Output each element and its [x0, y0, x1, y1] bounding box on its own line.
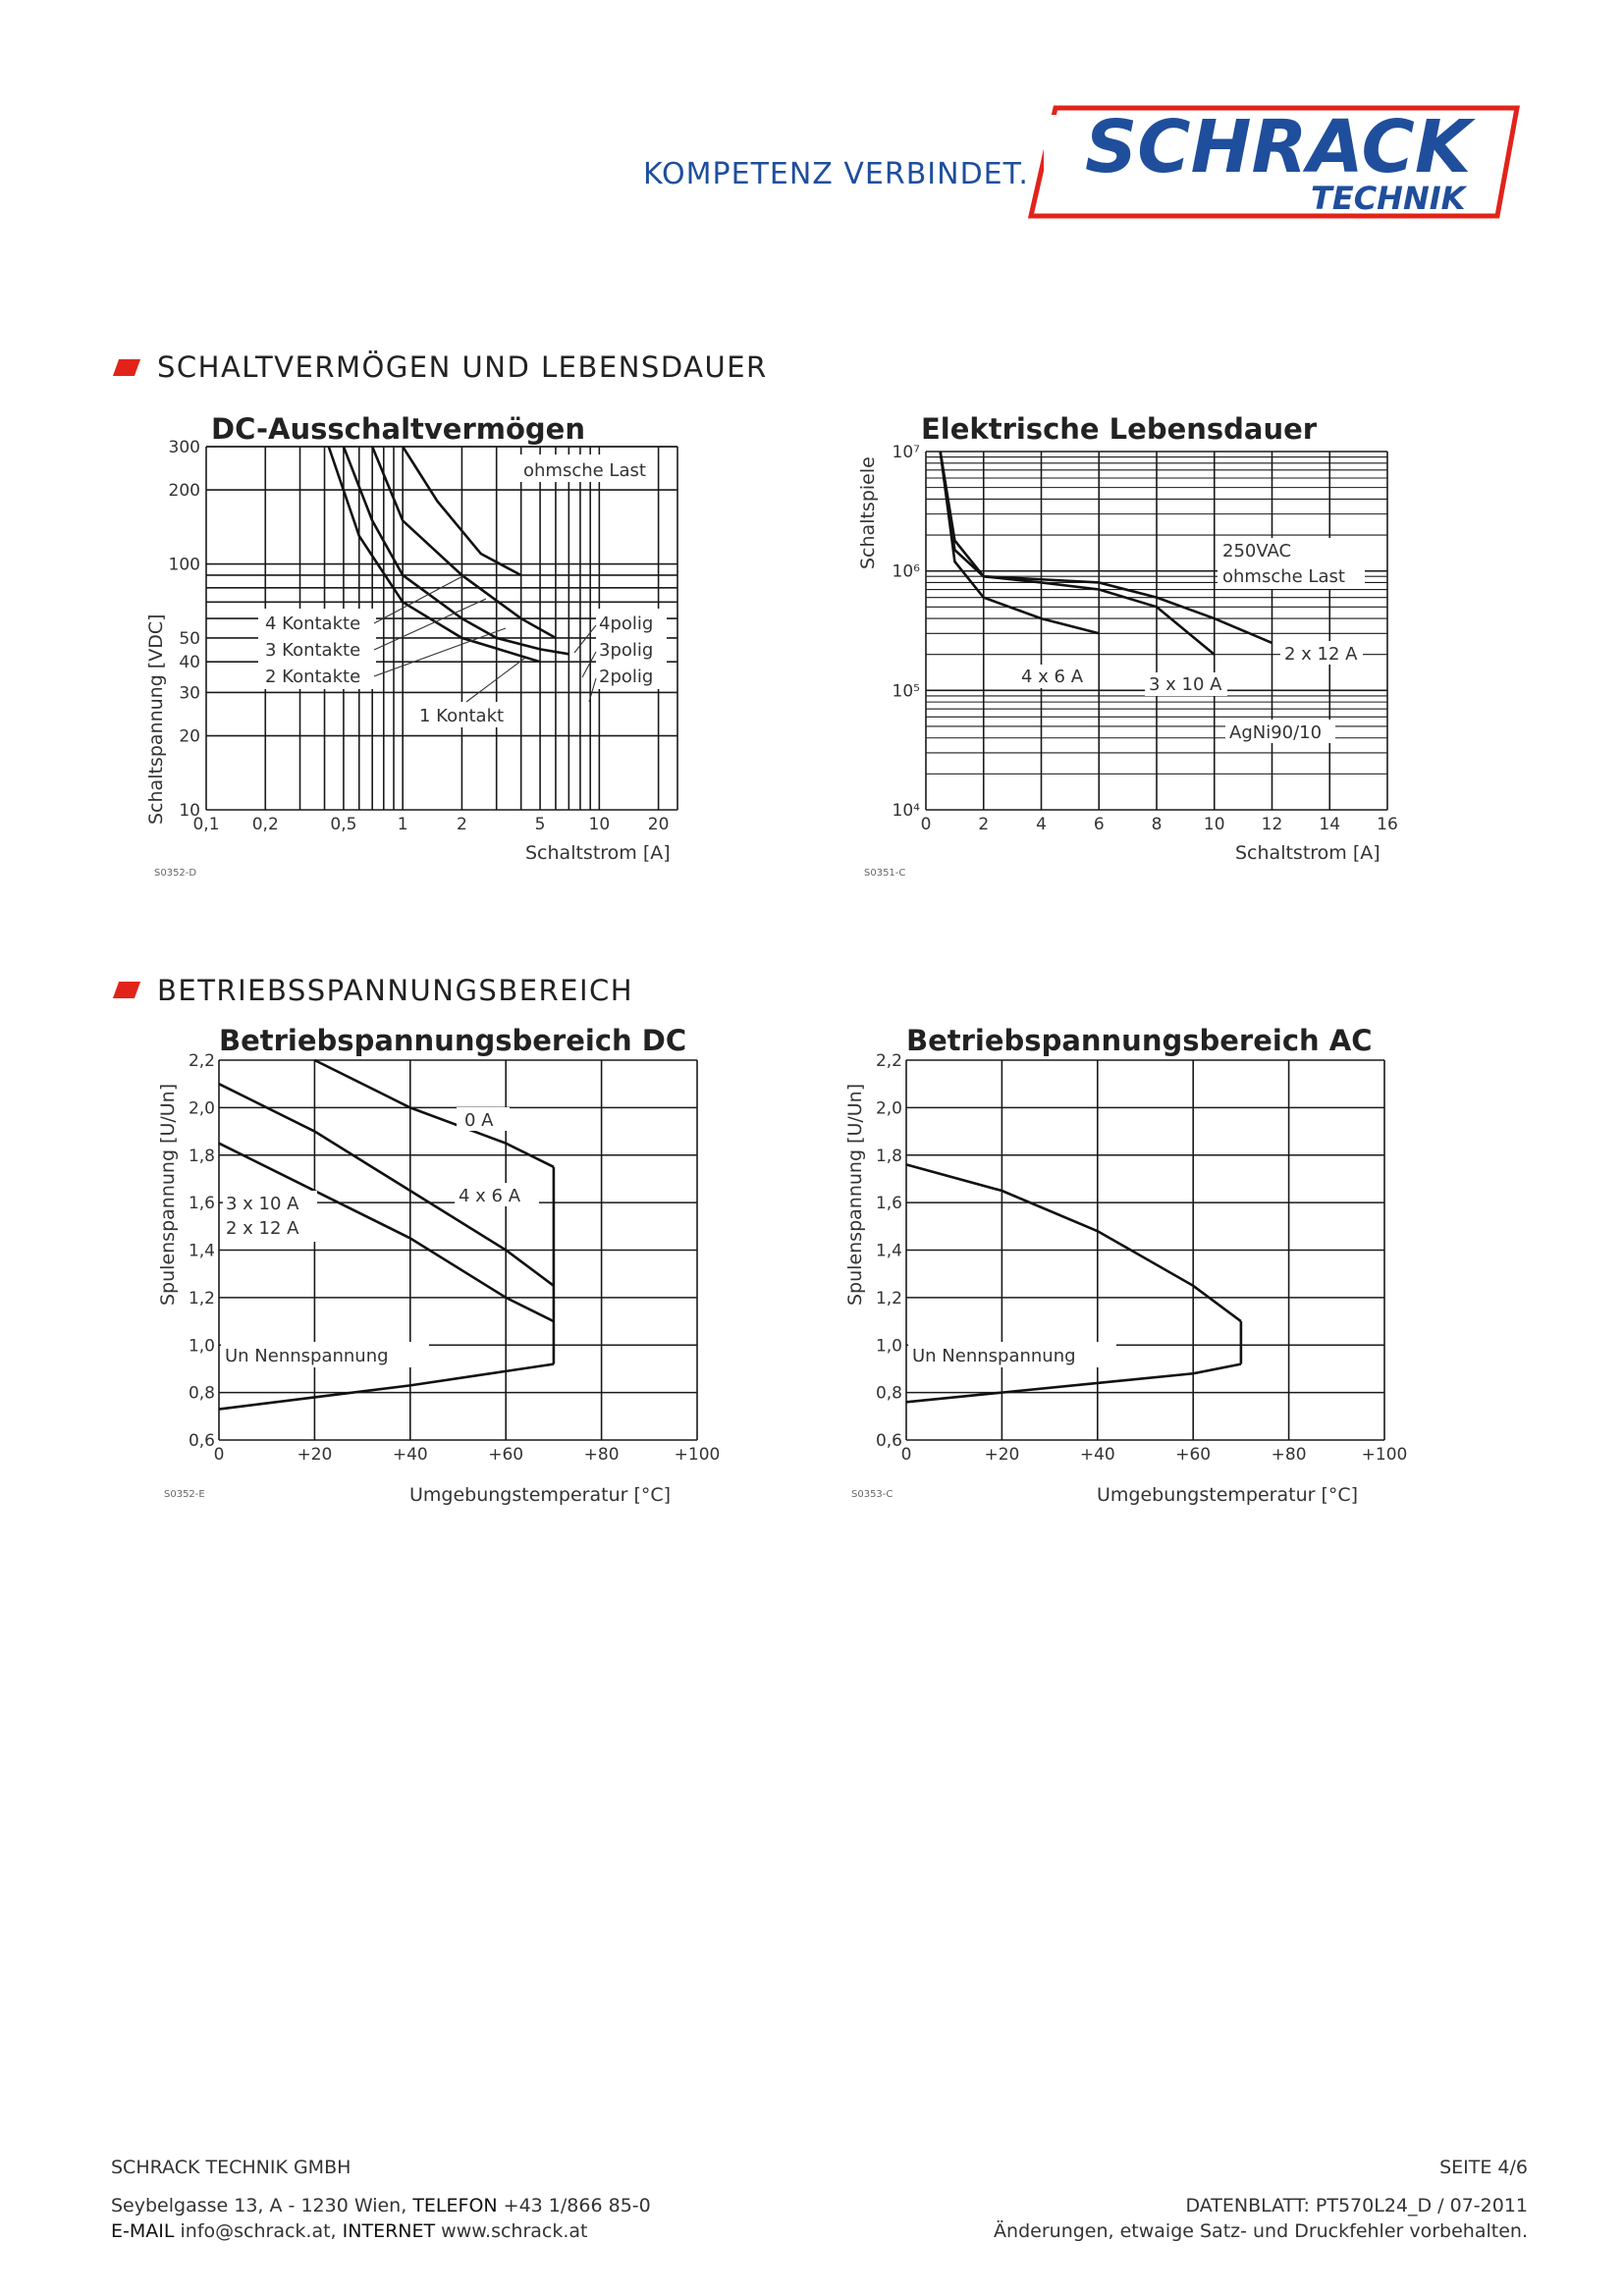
- annotation-3-pole: 3polig: [599, 640, 654, 661]
- x-tick-label: 0: [920, 815, 932, 834]
- schrack-logo: [1026, 103, 1542, 221]
- logo-word-2: TECHNIK: [1311, 180, 1466, 217]
- x-axis-label: Schaltstrom [A]: [1235, 842, 1380, 864]
- footer-company: SCHRACK TECHNIK GMBH: [111, 2157, 352, 2178]
- y-tick-label: 1,0: [188, 1336, 215, 1357]
- annotation-2-pole: 2polig: [599, 667, 654, 687]
- annotation-4x6a: 4 x 6 A: [459, 1186, 521, 1206]
- annotation-1-contact: 1 Kontakt: [419, 706, 505, 726]
- x-tick-label: 4: [1036, 815, 1047, 834]
- series-line: [906, 1364, 1241, 1403]
- x-tick-label: 5: [534, 815, 546, 834]
- annotation-4-pole: 4polig: [599, 614, 654, 634]
- annotation-2x12a: 2 x 12 A: [226, 1218, 299, 1239]
- x-tick-label: 10: [1203, 815, 1225, 834]
- y-axis-label: Schaltspiele: [857, 456, 879, 569]
- x-tick-label: +20: [984, 1445, 1020, 1465]
- footer-contact-line: [111, 2220, 588, 2242]
- y-tick-label: 0,6: [875, 1431, 902, 1451]
- chart-title: DC-Ausschaltvermögen: [211, 412, 585, 446]
- annotation-nominal: Un Nennspannung: [225, 1346, 389, 1366]
- annotation-material: AgNi90/10: [1229, 722, 1323, 743]
- y-tick-label: 1,2: [188, 1288, 215, 1308]
- y-tick-label: 10⁷: [892, 443, 920, 462]
- annotation-2-contacts: 2 Kontakte: [265, 667, 361, 687]
- x-tick-label: 8: [1151, 815, 1163, 834]
- y-tick-label: 1,6: [875, 1194, 902, 1214]
- x-axis-label: Umgebungstemperatur [°C]: [1097, 1484, 1359, 1506]
- footer-disclaimer: Änderungen, etwaige Satz- und Druckfehler vorbehalten.: [994, 2220, 1528, 2242]
- x-tick-label: +40: [392, 1445, 428, 1465]
- annotation-0a: 0 A: [464, 1110, 494, 1131]
- annotation-2x12a: 2 x 12 A: [1284, 644, 1358, 665]
- footer-web-label: INTERNET: [342, 2220, 436, 2242]
- y-tick-label: 200: [168, 481, 200, 502]
- annotation-voltage: 250VAC: [1222, 541, 1292, 561]
- chart-title: Elektrische Lebensdauer: [921, 412, 1318, 446]
- y-tick-label: 1,8: [875, 1146, 902, 1166]
- section-title: SCHALTVERMÖGEN UND LEBENSDAUER: [157, 350, 768, 384]
- footer-address-line: [111, 2195, 651, 2216]
- y-tick-label: 300: [168, 438, 200, 457]
- y-axis-label: Spulenspannung [U/Un]: [157, 1083, 179, 1306]
- chart-code: S0353-C: [851, 1489, 893, 1500]
- y-tick-label: 0,6: [188, 1431, 215, 1451]
- y-tick-label: 1,0: [875, 1336, 902, 1357]
- x-tick-label: 10: [588, 815, 611, 834]
- x-tick-label: +60: [1175, 1445, 1212, 1465]
- x-tick-label: 6: [1093, 815, 1105, 834]
- x-tick-label: 2: [457, 815, 467, 834]
- footer-address: Seybelgasse 13, A - 1230 Wien,: [111, 2195, 407, 2216]
- footer-mail-label: E-MAIL: [111, 2220, 175, 2242]
- x-tick-label: 2: [978, 815, 990, 834]
- x-tick-label: 0,1: [192, 815, 220, 834]
- series-line: [941, 452, 1215, 655]
- x-tick-label: 14: [1319, 815, 1341, 834]
- x-tick-label: +80: [1271, 1445, 1307, 1465]
- y-tick-label: 2,0: [188, 1098, 215, 1119]
- y-tick-label: 20: [179, 726, 200, 747]
- chart-code: S0351-C: [864, 868, 906, 879]
- chart-life: [852, 407, 1422, 879]
- y-tick-label: 10⁴: [892, 801, 920, 821]
- annotation-nominal: Un Nennspannung: [912, 1346, 1076, 1366]
- footer-tel: +43 1/866 85-0: [503, 2195, 651, 2216]
- annotation-3x10a: 3 x 10 A: [226, 1194, 299, 1214]
- x-axis-label: Umgebungstemperatur [°C]: [409, 1484, 672, 1506]
- footer-mail-link[interactable]: info@schrack.at,: [180, 2220, 337, 2242]
- series-line: [219, 1364, 554, 1410]
- y-tick-label: 1,8: [188, 1146, 215, 1166]
- chart-code: S0352-E: [164, 1489, 205, 1500]
- x-tick-label: +100: [1361, 1445, 1408, 1465]
- section-bullet-icon: [113, 982, 140, 998]
- y-tick-label: 40: [179, 653, 200, 673]
- y-tick-label: 0,8: [875, 1383, 902, 1404]
- x-tick-label: 1: [397, 815, 408, 834]
- section-title: BETRIEBSSPANNUNGSBEREICH: [157, 974, 634, 1007]
- series-line: [941, 452, 1100, 633]
- chart-operating-ac: [839, 1016, 1408, 1507]
- slogan: KOMPETENZ VERBINDET.: [643, 157, 1029, 191]
- x-tick-label: 0,2: [251, 815, 279, 834]
- y-tick-label: 10⁶: [892, 561, 920, 582]
- annotation-load: ohmsche Last: [1222, 566, 1345, 587]
- y-tick-label: 100: [168, 555, 200, 575]
- y-tick-label: 1,4: [188, 1241, 215, 1261]
- y-tick-label: 1,4: [875, 1241, 902, 1261]
- annotation-3-contacts: 3 Kontakte: [265, 640, 361, 661]
- x-tick-label: 16: [1377, 815, 1398, 834]
- annotation-4-contacts: 4 Kontakte: [265, 614, 361, 634]
- y-tick-label: 10⁵: [892, 681, 920, 702]
- footer-datasheet: DATENBLATT: PT570L24_D / 07-2011: [1185, 2195, 1528, 2216]
- section-bullet-icon: [113, 359, 140, 376]
- y-tick-label: 10: [179, 801, 200, 821]
- logo-word-1: SCHRACK: [1085, 105, 1472, 189]
- x-tick-label: 0: [213, 1445, 225, 1465]
- series-line: [314, 1060, 554, 1167]
- annotation-3x10a: 3 x 10 A: [1149, 674, 1222, 695]
- x-tick-label: 0: [900, 1445, 912, 1465]
- y-tick-label: 2,0: [875, 1098, 902, 1119]
- x-tick-label: +40: [1079, 1445, 1115, 1465]
- annotation-4x6a: 4 x 6 A: [1021, 667, 1084, 687]
- x-axis-label: Schaltstrom [A]: [525, 842, 671, 864]
- chart-operating-dc: [152, 1016, 721, 1507]
- x-tick-label: 12: [1261, 815, 1283, 834]
- x-tick-label: +80: [583, 1445, 620, 1465]
- x-tick-label: +20: [297, 1445, 333, 1465]
- x-tick-label: +60: [488, 1445, 524, 1465]
- footer-page: SEITE 4/6: [1439, 2157, 1528, 2178]
- footer-tel-label: TELEFON: [412, 2195, 498, 2216]
- x-tick-label: 20: [647, 815, 670, 834]
- x-tick-label: 0,5: [330, 815, 357, 834]
- y-axis-label: Spulenspannung [U/Un]: [844, 1083, 866, 1306]
- chart-dc-break: [142, 407, 712, 879]
- y-tick-label: 1,6: [188, 1194, 215, 1214]
- x-tick-label: +100: [674, 1445, 721, 1465]
- y-tick-label: 2,2: [188, 1051, 215, 1071]
- y-tick-label: 2,2: [875, 1051, 902, 1071]
- footer-web-link[interactable]: www.schrack.at: [441, 2220, 588, 2242]
- y-tick-label: 0,8: [188, 1383, 215, 1404]
- chart-title: Betriebspannungsbereich DC: [219, 1024, 687, 1057]
- y-axis-label: Schaltspannung [VDC]: [145, 614, 167, 825]
- chart-code: S0352-D: [154, 868, 197, 879]
- y-tick-label: 50: [179, 628, 200, 649]
- chart-title: Betriebspannungsbereich AC: [906, 1024, 1373, 1057]
- y-tick-label: 1,2: [875, 1288, 902, 1308]
- y-tick-label: 30: [179, 683, 200, 704]
- annotation-load: ohmsche Last: [523, 460, 646, 481]
